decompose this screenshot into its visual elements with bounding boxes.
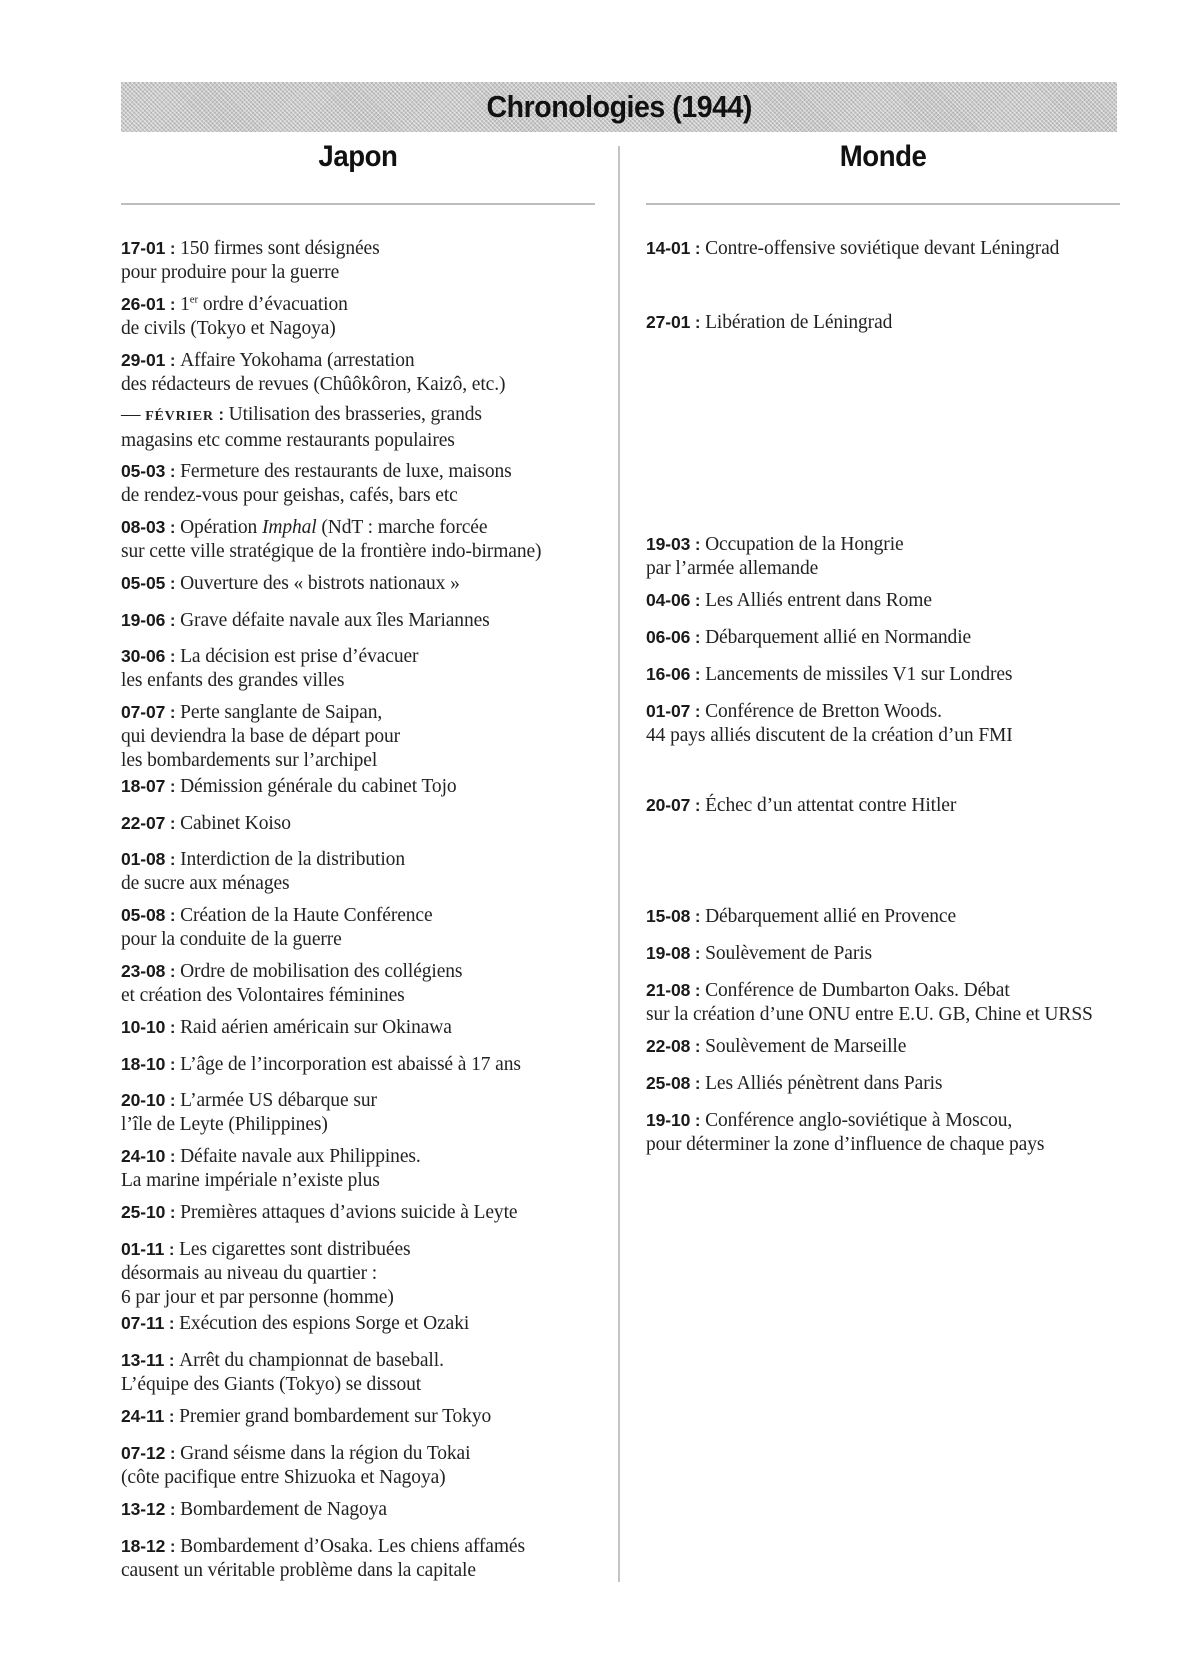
timeline-entry [121,459,601,508]
entry-text-lead: Opération [180,517,262,538]
entry-separator: : [165,906,181,925]
title-banner [121,82,1117,132]
entry-separator: : [690,665,706,684]
entry-separator: : [690,796,706,815]
entry-date: 17-01 [121,238,166,258]
column-divider [618,146,620,1582]
entry-separator: : [690,1111,706,1130]
entry-separator: : [165,1055,181,1074]
timeline-entry [646,904,1126,929]
timeline-entry [121,1497,601,1522]
entry-date: 18-10 [121,1054,166,1074]
entry-date: 13-12 [121,1499,166,1519]
timeline-entry [121,811,601,836]
timeline-entry [121,1311,601,1336]
entry-date: 30-06 [121,646,166,666]
entry-date: 15-08 [646,906,691,926]
entry-date: 01-07 [646,701,691,721]
entry-date: 22-07 [121,813,166,833]
entry-date: 08-03 [121,517,166,537]
entry-text: Démission générale du cabinet Tojo [180,776,457,797]
entry-date: 25-08 [646,1073,691,1093]
entry-text: L’armée US débarque sur l’île de Leyte (Philippines) [121,1090,377,1135]
entry-month: FÉVRIER [145,409,214,424]
timeline-entry [121,1404,601,1429]
entry-dash: — [121,404,146,425]
column-heading-japon: Japon [318,140,398,173]
entry-separator: : [165,962,181,981]
entry-text: Ouverture des « bistrots nationaux » [180,573,460,594]
entry-separator: : [165,1203,181,1222]
entry-text: Les Alliés pénètrent dans Paris [705,1073,943,1094]
entry-date: 21-08 [646,980,691,1000]
entry-date: 05-05 [121,573,166,593]
timeline-entry [646,236,1126,261]
timeline-entry [121,515,601,564]
entry-text: Conférence anglo-soviétique à Moscou, pour déterminer la zone d’influence de chaque pays [646,1110,1045,1155]
entry-text: (NdT : marche forcée sur cette ville stratégique de la frontière indo-birmane) [121,517,542,562]
timeline-entry [121,1200,601,1225]
entry-separator: : [165,574,181,593]
entry-date: 06-06 [646,627,691,647]
entry-date: 10-10 [121,1017,166,1037]
entry-italic-term: Imphal [261,517,317,538]
timeline-entry [646,978,1126,1027]
entry-date: 27-01 [646,312,691,332]
entry-text: Conférence de Bretton Woods. 44 pays alliés discutent de la création d’un FMI [646,701,1013,746]
entry-separator: : [165,1500,181,1519]
timeline-entry [121,1534,601,1583]
entry-separator: : [165,1537,181,1556]
entry-separator: : [165,295,181,314]
entry-text: L’âge de l’incorporation est abaissé à 17 ans [180,1054,521,1075]
entry-separator: : [165,351,181,370]
timeline-entry [646,793,1126,818]
timeline-entry [121,1441,601,1490]
heading-divider-left [121,203,595,205]
entry-date: 24-11 [121,1406,165,1426]
timeline-entry [646,532,1126,581]
entry-text: Soulèvement de Marseille [705,1036,907,1057]
timeline-entry [646,662,1126,687]
entry-text: Perte sanglante de Saipan, qui deviendra la base de départ pour les bombardements sur l’archipel [121,702,401,771]
timeline-entry [646,1034,1126,1059]
entry-text: Échec d’un attentat contre Hitler [705,795,957,816]
entry-date: 26-01 [121,294,166,314]
timeline-entry [121,348,601,397]
entry-separator: : [165,850,181,869]
entry-text: Ordre de mobilisation des collégiens et création des Volontaires féminines [121,961,463,1006]
timeline-entry [121,1144,601,1193]
timeline-entry [646,588,1126,613]
timeline-entry [646,310,1126,335]
entry-separator: : [213,405,229,424]
entry-separator: : [165,462,181,481]
entry-text: Bombardement d’Osaka. Les chiens affamés causent un véritable problème dans la capitale [121,1536,525,1581]
heading-divider-right [646,203,1120,205]
entry-date: 19-06 [121,610,166,630]
entry-separator: : [165,1091,181,1110]
timeline-entry [121,403,601,453]
entry-separator: : [165,647,181,666]
entry-date: 20-07 [646,795,691,815]
entry-separator: : [690,535,706,554]
entry-text: Lancements de missiles V1 sur Londres [705,664,1013,685]
entry-separator: : [690,981,706,1000]
entry-ordinal: 1er [180,293,199,315]
entry-text: Débarquement allié en Normandie [705,627,972,648]
timeline-entry [121,1052,601,1077]
timeline-entry [646,1108,1126,1157]
entry-text: Cabinet Koiso [180,813,291,834]
entry-separator: : [164,1314,180,1333]
timeline-entry [121,1237,601,1310]
entry-text: Débarquement allié en Provence [705,906,957,927]
timeline-entry [121,292,601,341]
timeline-entry [121,608,601,633]
entry-separator: : [165,777,181,796]
entry-text: La décision est prise d’évacuer les enfants des grandes villes [121,646,419,691]
entry-text: Bombardement de Nagoya [180,1499,387,1520]
entry-date: 07-12 [121,1443,166,1463]
timeline-entry [121,571,601,596]
entry-separator: : [164,1351,180,1370]
entry-date: 20-10 [121,1090,166,1110]
entry-date: 05-08 [121,905,166,925]
entry-separator: : [165,518,181,537]
timeline-entry [646,1071,1126,1096]
entry-text: Grand séisme dans la région du Tokai (côte pacifique entre Shizuoka et Nagoya) [121,1443,471,1488]
entry-text: Exécution des espions Sorge et Ozaki [179,1313,470,1334]
entry-date: 05-03 [121,461,166,481]
entry-text: Fermeture des restaurants de luxe, maisons de rendez-vous pour geishas, cafés, bars etc [121,461,512,506]
timeline-entry [121,1348,601,1397]
entry-separator: : [690,944,706,963]
entry-separator: : [165,1444,181,1463]
entry-text: Soulèvement de Paris [705,943,873,964]
column-heading-monde: Monde [839,140,927,173]
entry-text: Arrêt du championnat de baseball. L’équipe des Giants (Tokyo) se dissout [121,1350,444,1395]
entry-date: 22-08 [646,1036,691,1056]
entry-text: Création de la Haute Conférence pour la conduite de la guerre [121,905,433,950]
entry-separator: : [690,1037,706,1056]
timeline-entry [121,903,601,952]
timeline-entry [646,699,1126,748]
entry-date: 25-10 [121,1202,166,1222]
entry-text: Libération de Léningrad [705,312,893,333]
entry-separator: : [690,313,706,332]
timeline-entry [121,236,601,285]
entry-text: Affaire Yokohama (arrestation des rédacteurs de revues (Chûôkôron, Kaizô, etc.) [121,350,506,395]
entry-separator: : [690,1074,706,1093]
entry-date: 18-07 [121,776,166,796]
entry-text: Utilisation des brasseries, grands magasins etc comme restaurants populaires [121,404,482,451]
entry-date: 29-01 [121,350,166,370]
entry-separator: : [164,1407,180,1426]
entry-separator: : [165,611,181,630]
entry-date: 07-07 [121,702,166,722]
page-title: Chronologies (1944) [486,89,752,124]
entry-text: Premier grand bombardement sur Tokyo [179,1406,492,1427]
entry-date: 01-11 [121,1239,165,1259]
timeline-entry [121,1088,601,1137]
entry-date: 18-12 [121,1536,166,1556]
entry-text: Les Alliés entrent dans Rome [705,590,932,611]
timeline-entry [646,941,1126,966]
entry-separator: : [165,239,181,258]
entry-separator: : [690,591,706,610]
entry-text: Contre-offensive soviétique devant Léningrad [705,238,1060,259]
timeline-entry [646,625,1126,650]
entry-text: ordre d’évacuation de civils (Tokyo et Nagoya) [121,294,348,339]
entry-date: 19-08 [646,943,691,963]
entry-text: Occupation de la Hongrie par l’armée allemande [646,534,904,579]
entry-separator: : [164,1240,180,1259]
entry-date: 14-01 [646,238,691,258]
entry-date: 19-10 [646,1110,691,1130]
entry-text: Conférence de Dumbarton Oaks. Débat sur la création d’une ONU entre E.U. GB, Chine et URSS [646,980,1093,1025]
timeline-entry [121,847,601,896]
entry-text: 150 firmes sont désignées pour produire pour la guerre [121,238,380,283]
timeline-entry [121,959,601,1008]
entry-separator: : [165,1147,181,1166]
entry-date: 01-08 [121,849,166,869]
entry-separator: : [690,239,706,258]
entry-date: 19-03 [646,534,691,554]
entry-separator: : [165,703,181,722]
entry-text: Grave défaite navale aux îles Mariannes [180,610,490,631]
entry-date: 23-08 [121,961,166,981]
entry-date: 04-06 [646,590,691,610]
timeline-entry [121,774,601,799]
entry-separator: : [165,1018,181,1037]
entry-date: 13-11 [121,1350,165,1370]
entry-separator: : [690,628,706,647]
entry-text: Premières attaques d’avions suicide à Leyte [180,1202,518,1223]
entry-separator: : [690,702,706,721]
entry-separator: : [165,814,181,833]
entry-separator: : [690,907,706,926]
entry-date: 24-10 [121,1146,166,1166]
entry-text: Raid aérien américain sur Okinawa [180,1017,452,1038]
entry-text: Interdiction de la distribution de sucre aux ménages [121,849,405,894]
timeline-entry [121,644,601,693]
timeline-entry [121,700,601,773]
entry-text: Les cigarettes sont distribuées désormais au niveau du quartier : 6 par jour et par personne (homme) [121,1239,411,1308]
entry-date: 07-11 [121,1313,165,1333]
timeline-entry [121,1015,601,1040]
entry-text: Défaite navale aux Philippines. La marine impériale n’existe plus [121,1146,421,1191]
entry-date: 16-06 [646,664,691,684]
